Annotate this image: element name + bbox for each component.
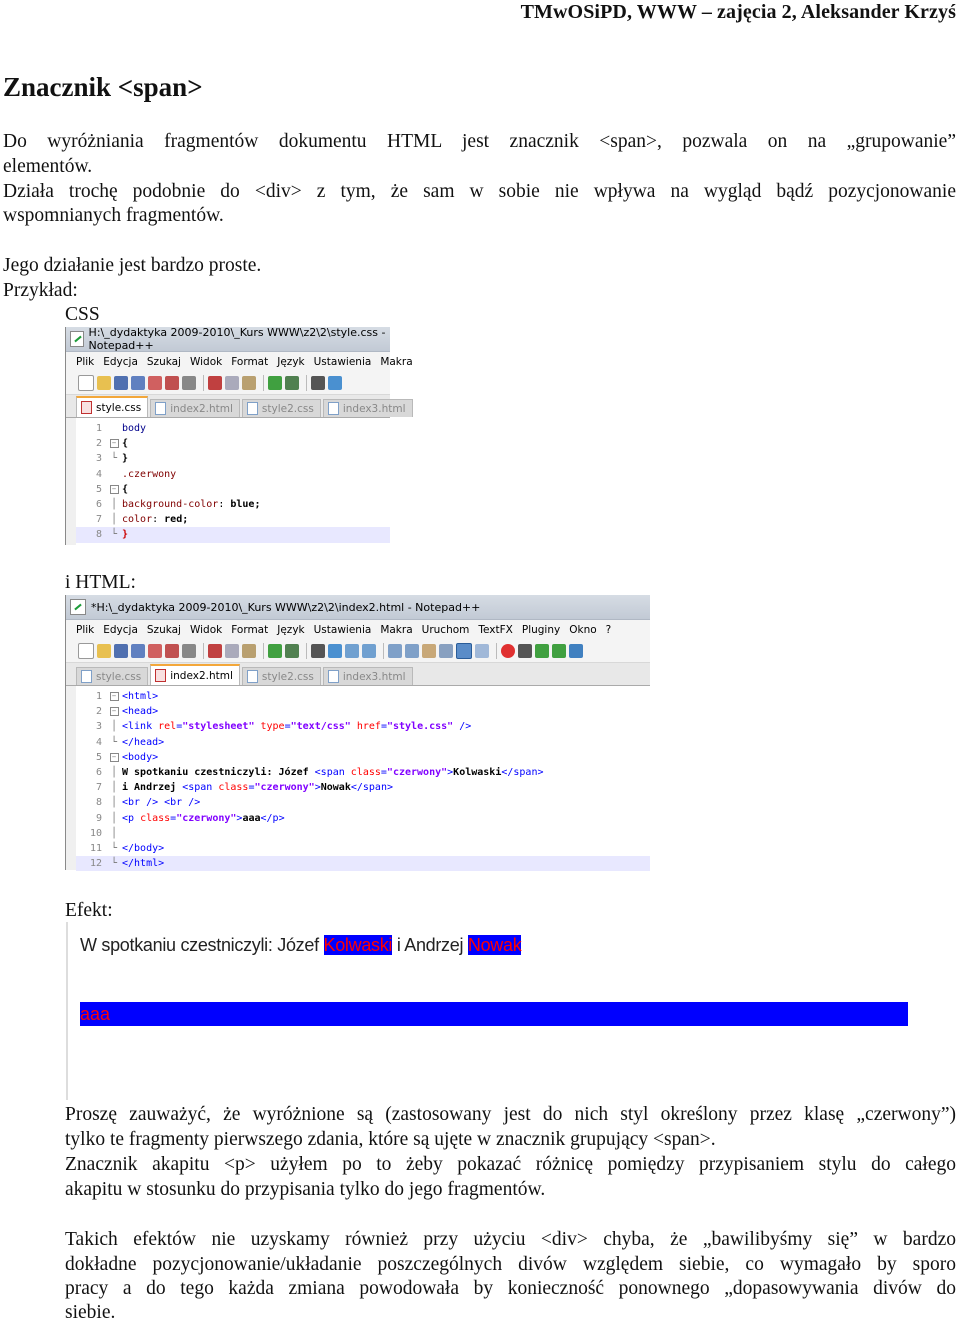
copy-icon[interactable]: [225, 376, 239, 390]
user-lang-icon[interactable]: [456, 643, 472, 659]
redo-icon[interactable]: [285, 376, 299, 390]
intro-line-1: Do wyróżniania fragmentów dokumentu HTML jest znacznik <span>, pozwala on na „grupowanie”: [3, 131, 956, 152]
cut-icon[interactable]: [208, 376, 222, 390]
menu-format[interactable]: Format: [231, 356, 269, 368]
code-line: 10 │: [89, 827, 118, 839]
save-all-icon[interactable]: [131, 376, 145, 390]
sync-scroll-icon[interactable]: [388, 644, 402, 658]
para2-line-1: Znacznik akapitu <p> użyłem po to żeby pokazać różnicę pomiędzy przypisaniem stylu do całego: [65, 1154, 956, 1175]
tab-index2-html[interactable]: index2.html: [150, 664, 240, 685]
html-menubar: [66, 620, 650, 640]
para3-line-1: Takich efektów nie uzyskamy również przy użyciu <div> chyba, że „bawilibyśmy się” w bardzo: [65, 1229, 956, 1250]
menu-plik[interactable]: Plik: [76, 624, 95, 636]
notepad-app-icon: [70, 331, 84, 347]
html-editor-window: [65, 595, 650, 870]
file-icon: [247, 670, 258, 683]
css-code-editor[interactable]: [76, 418, 390, 551]
page-header: TMwOSiPD, WWW – zajęcia 2, Aleksander Krzyś: [520, 1, 956, 23]
menu-szukaj[interactable]: Szukaj: [146, 624, 181, 636]
intro-line-3: Działa trochę podobnie do <div> z tym, że sam w sobie nie wpływa na wygląd bądź pozycjonowanie: [3, 181, 956, 202]
code-line: 3 │ <link rel="stylesheet" type="text/css" href="style.css" />: [95, 721, 472, 733]
play-macro-icon[interactable]: [535, 644, 549, 658]
cut-icon[interactable]: [208, 644, 222, 658]
code-line: 1 body: [95, 423, 147, 435]
tab-style2-css[interactable]: style2.css: [242, 399, 321, 417]
code-line: 9 │ <p class="czerwony">aaa</p>: [95, 812, 285, 824]
paste-icon[interactable]: [242, 644, 256, 658]
menu-textfx[interactable]: TextFX: [478, 624, 513, 636]
menu-ustawienia[interactable]: Ustawienia: [313, 624, 372, 636]
tab-style2-css[interactable]: style2.css: [242, 667, 321, 685]
intro-line-4: wspomnianych fragmentów.: [3, 205, 224, 226]
undo-icon[interactable]: [268, 644, 282, 658]
code-line: 5 − {: [95, 483, 129, 495]
undo-icon[interactable]: [268, 376, 282, 390]
css-toolbar: [66, 372, 390, 395]
close-icon[interactable]: [148, 376, 162, 390]
code-line: 7 │ color: red;: [95, 514, 189, 526]
code-line: 2 − <head>: [95, 706, 159, 718]
css-editor-window: [65, 326, 413, 545]
fold-toggle-icon[interactable]: −: [110, 439, 119, 448]
menu-ustawienia[interactable]: Ustawienia: [313, 356, 372, 368]
html-tabbar: [66, 663, 650, 686]
close-all-icon[interactable]: [165, 644, 179, 658]
css-window-titlebar: [66, 327, 390, 352]
fold-toggle-icon[interactable]: −: [110, 692, 119, 701]
css-window-title: H:\_dydaktyka 2009-2010\_Kurs WWW\z2\2\style.css - Notepad++: [88, 326, 386, 352]
para2-line-2: akapitu w stosunku do przypisania tylko do jego fragmentów.: [65, 1179, 546, 1200]
css-menubar: [66, 352, 413, 372]
menu-uruchom[interactable]: Uruchom: [421, 624, 470, 636]
code-line: 6 │ background-color: blue;: [95, 499, 261, 511]
fold-toggle-icon[interactable]: −: [110, 753, 119, 762]
highlight-span-2: Nowak: [467, 935, 522, 955]
para1-line-2: tylko te fragmenty pierwszego zdania, które są ujęte w znacznik grupujący <span>.: [65, 1129, 716, 1150]
code-line: 8 │ <br /> <br />: [95, 797, 201, 809]
save-icon[interactable]: [114, 644, 128, 658]
code-line: 7 │ i Andrzej <span class="czerwony">Nowak</span>: [95, 782, 393, 794]
record-macro-icon[interactable]: [501, 644, 515, 658]
effect-label: Efekt:: [65, 900, 113, 921]
print-icon[interactable]: [182, 376, 196, 390]
run-macro-icon[interactable]: [552, 644, 566, 658]
paste-icon[interactable]: [242, 376, 256, 390]
menu-edycja[interactable]: Edycja: [103, 624, 138, 636]
menu-plik[interactable]: Plik: [76, 356, 95, 368]
file-icon: [155, 402, 166, 415]
menu-edycja[interactable]: Edycja: [103, 356, 138, 368]
intro-line-2: elementów.: [3, 156, 93, 177]
code-line: 2 − {: [95, 438, 129, 450]
menu-jezyk[interactable]: Język: [277, 624, 305, 636]
code-line: 8 └ }: [76, 527, 390, 542]
effect-paragraph: aaa: [80, 1002, 908, 1026]
print-icon[interactable]: [182, 644, 196, 658]
save-icon[interactable]: [114, 376, 128, 390]
effect-preview: [66, 922, 914, 1100]
example-label: Przykład:: [3, 280, 78, 301]
close-all-icon[interactable]: [165, 376, 179, 390]
menu-widok[interactable]: Widok: [189, 624, 223, 636]
replace-icon[interactable]: [328, 644, 342, 658]
css-tabbar: [66, 395, 406, 418]
menu-format[interactable]: Format: [231, 624, 269, 636]
new-file-icon[interactable]: [78, 643, 94, 659]
new-file-icon[interactable]: [78, 375, 94, 391]
copy-icon[interactable]: [225, 644, 239, 658]
zoom-out-icon[interactable]: [362, 644, 376, 658]
code-line: 11 └ </body>: [89, 842, 165, 854]
close-icon[interactable]: [148, 644, 162, 658]
file-icon: [81, 670, 92, 683]
file-icon: [155, 669, 166, 682]
para1-line-1: Proszę zauważyć, że wyróżnione są (zastosowany jest do nich styl określony przez klasę „czerwony”): [65, 1104, 956, 1125]
doc-map-icon[interactable]: [475, 644, 489, 658]
open-file-icon[interactable]: [97, 376, 111, 390]
code-line: 12 └ </html>: [76, 856, 650, 871]
html-code-editor[interactable]: [76, 686, 650, 875]
fold-toggle-icon[interactable]: −: [110, 485, 119, 494]
save-all-icon[interactable]: [131, 644, 145, 658]
tab-index3-html[interactable]: index3.html: [323, 399, 413, 417]
indent-guide-icon[interactable]: [439, 644, 453, 658]
save-macro-icon[interactable]: [569, 644, 583, 658]
para3-line-3: pracy a do tego każda zmiana powodowała by konieczność ponownego „dopasowywania divów do: [65, 1278, 956, 1299]
css-label: CSS: [65, 304, 100, 325]
tab-style-css[interactable]: style.css: [76, 667, 148, 685]
zoom-in-icon[interactable]: [345, 644, 359, 658]
find-icon[interactable]: [311, 376, 325, 390]
file-icon: [328, 402, 339, 415]
menu-help[interactable]: ?: [605, 624, 612, 636]
html-toolbar: [66, 640, 650, 663]
file-icon: [247, 402, 258, 415]
menu-widok[interactable]: Widok: [189, 356, 223, 368]
section-title: Znacznik <span>: [3, 72, 203, 102]
open-file-icon[interactable]: [97, 644, 111, 658]
fold-toggle-icon[interactable]: −: [110, 707, 119, 716]
menu-pluginy[interactable]: Pluginy: [521, 624, 561, 636]
html-window-titlebar: [66, 595, 650, 620]
stop-macro-icon[interactable]: [518, 644, 532, 658]
menu-szukaj[interactable]: Szukaj: [146, 356, 181, 368]
code-line: 1 − <html>: [95, 691, 159, 703]
highlight-span-1: Kolwaski: [323, 935, 393, 955]
para3-line-2: dokładne pozycjonowanie/układanie poszczególnych divów względem siebie, co wymagało by sporo: [65, 1254, 956, 1275]
word-wrap-icon[interactable]: [405, 644, 419, 658]
redo-icon[interactable]: [285, 644, 299, 658]
code-line: 5 − <body>: [95, 751, 159, 763]
tab-style-css[interactable]: style.css: [76, 396, 148, 417]
tab-index2-html[interactable]: index2.html: [150, 399, 240, 417]
effect-sentence: W spotkaniu czestniczyli: Józef Kolwaski i Andrzej Nowak: [80, 935, 522, 955]
html-label: i HTML:: [65, 572, 136, 593]
para3-line-4: siebie.: [65, 1302, 116, 1323]
code-line: 4 └ </head>: [95, 736, 165, 748]
file-icon: [328, 670, 339, 683]
tab-index3-html[interactable]: index3.html: [323, 667, 413, 685]
notepad-app-icon: [70, 599, 86, 615]
replace-icon[interactable]: [328, 376, 342, 390]
menu-jezyk[interactable]: Język: [277, 356, 305, 368]
menu-okno[interactable]: Okno: [569, 624, 597, 636]
file-icon: [81, 401, 92, 414]
simple-text: Jego działanie jest bardzo proste.: [3, 255, 262, 276]
menu-makra[interactable]: Makra: [380, 624, 413, 636]
html-window-title: *H:\_dydaktyka 2009-2010\_Kurs WWW\z2\2\index2.html - Notepad++: [91, 600, 481, 614]
find-icon[interactable]: [311, 644, 325, 658]
code-line: 3 └ }: [95, 453, 129, 465]
code-line: 6 │ W spotkaniu czestniczyli: Józef <span class="czerwony">Kolwaski</span>: [95, 767, 544, 779]
code-line: 4 .czerwony: [95, 468, 177, 480]
menu-makra[interactable]: Makra: [380, 356, 413, 368]
show-all-chars-icon[interactable]: [422, 644, 436, 658]
